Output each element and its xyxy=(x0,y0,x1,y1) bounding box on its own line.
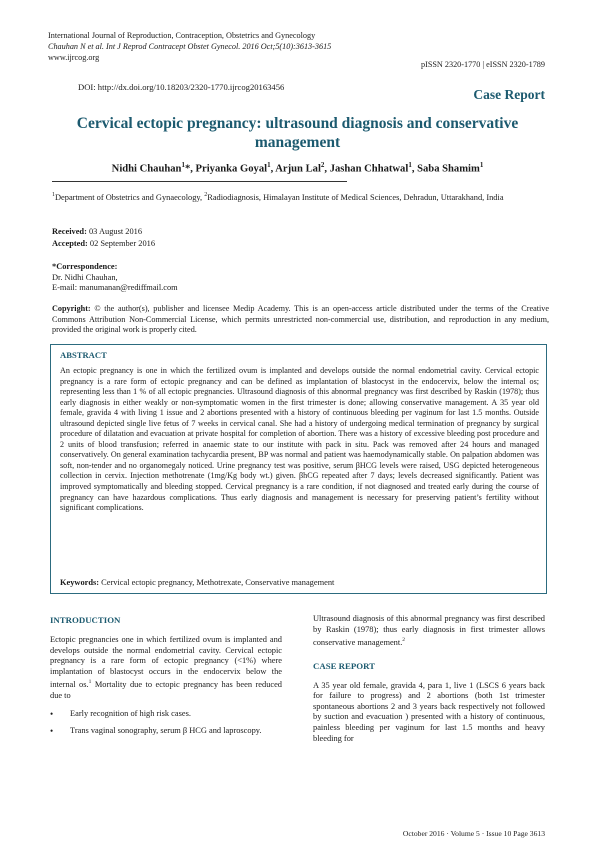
accepted-date: 02 September 2016 xyxy=(87,238,156,248)
doi-link[interactable]: DOI: http://dx.doi.org/10.18203/2320-1770.ijrcog20163456 xyxy=(78,82,285,92)
author-separator: , xyxy=(324,163,330,175)
author-list xyxy=(40,161,555,175)
citation-ref: 1 xyxy=(88,679,92,686)
correspondence-label: *Correspondence: xyxy=(52,262,118,271)
affil-dept-1: Department of Obstetrics and Gynaecology, xyxy=(55,192,205,202)
author-separator: , xyxy=(270,163,276,175)
author-affil-sup: 1 xyxy=(181,161,185,169)
intro-sentence: Ectopic pregnancies one in which fertilized ovum is implanted and develops outside the normal endometrial cavity. Cervical ectopic pregnancy is a rare form of ectopic pregnancy (<1%) where implantation of blastocyst occurs in the endocervix below the internal os. xyxy=(50,635,282,690)
author-name: Saba Shamim xyxy=(417,163,480,175)
right-column xyxy=(313,614,545,744)
author-name: Nidhi Chauhan xyxy=(111,163,182,175)
intro-sentence: Ultrasound diagnosis of this abnormal pregnancy was first described by Raskin (1978); thus early diagnosis in first trimester allows conservative management. xyxy=(313,614,545,647)
keywords-label: Keywords: xyxy=(60,578,100,587)
journal-name: International Journal of Reproduction, Contraception, Obstetrics and Gynecology xyxy=(48,31,316,40)
received-label: Received: xyxy=(52,227,87,236)
author-separator: , xyxy=(411,163,418,175)
divider xyxy=(52,181,347,182)
citation-ref: 2 xyxy=(402,637,406,644)
journal-website[interactable]: www.ijrcog.org xyxy=(48,53,100,62)
correspondence xyxy=(52,262,178,294)
introduction-continuation xyxy=(313,614,545,649)
author-affil-sup: 1 xyxy=(267,161,271,169)
abstract-text: An ectopic pregnancy is one in which the fertilized ovum is implanted and develops outside the normal endometrial cavity. Cervical ectopic pregnancy is a rare form of ectopic pregnancy and can be defined as implantation of blastocyst in the endocervix, below the internal os; representing less than 1 % of all ectopic pregnancies. Ultrasound diagnosis of this abnormal pregnancy was first described by Raskin (1978); thus early diagnosis in either weakly or non-symptomatic women in the first trimester is done; allowing conservative management. A 35 year old female, gravida 4 with living 1 issue and 2 abortions presented with a history of continuous bleeding per vaginum for last 1.5 months. Outside ultrasound depicted single live fetus of 7 weeks in cervical canal. She had a history of undergoing medical termination of pregnancy by surgical procedure of dilatation and evacuation at private hospital for completion of abortion. There was a history of excessive bleeding post procedure and 2 units of blood transfusion; referred in anaemic state to our institute with pack in situ. Pack was removed after 24 hours and managed conservatively. On general examination tachycardia present, BP was normal and patient was haemodynamically stable. On palpation abdomen was soft, non-tender and no organomegaly noticed. Urine pregnancy test was positive, serum βHCG levels were raised, USG depicted heterogeneous collection in cervix. Injection methotrenate (1mg/Kg body wt.) given. βhCG repeated after 7 days; levels decreased significantly. Patient was improved symptomatically and bleeding stopped. Cervical pregnancy is a rare condition, if not diagnosed and treated early during the course of pregnancy can have hazardous complications. Thus early diagnosis and management is necessary for preserving patient’s fertility without significant complications. xyxy=(60,366,539,513)
copyright-label: Copyright: xyxy=(52,304,91,313)
citation: Chauhan N et al. Int J Reprod Contracept Obstet Gynecol. 2016 Oct;5(10):3613-3615 xyxy=(48,42,332,51)
author-separator: *, xyxy=(184,163,196,175)
list-item: • Trans vaginal sonography, serum β HCG and laproscopy. xyxy=(50,726,282,737)
introduction-bullets xyxy=(50,709,282,736)
correspondence-email[interactable]: E-mail: manumanan@rediffmail.com xyxy=(52,283,178,292)
keywords xyxy=(60,578,334,587)
author-name: Arjun Lal xyxy=(275,163,321,175)
copyright-text: © the author(s), publisher and licensee Medip Academy. This is an open-access article distributed under the terms of the Creative Commons Attribution Non-Commercial License, which permits unrestricted non-commercial use, distribution, and reproduction in any medium, provided the original work is properly cited. xyxy=(52,304,549,335)
list-item: • Early recognition of high risk cases. xyxy=(50,709,282,720)
keywords-text: Cervical ectopic pregnancy, Methotrexate, Conservative management xyxy=(99,578,335,587)
article-dates xyxy=(52,226,155,249)
author-name: Priyanka Goyal xyxy=(195,163,268,175)
introduction-heading: INTRODUCTION xyxy=(50,615,121,625)
author-affil-sup: 1 xyxy=(408,161,412,169)
author-affil-sup: 2 xyxy=(320,161,325,169)
page-footer: October 2016 · Volume 5 · Issue 10 Page 3613 xyxy=(402,829,545,838)
affil-sup: 2 xyxy=(204,192,208,198)
correspondence-name: Dr. Nidhi Chauhan, xyxy=(52,272,118,282)
introduction-text xyxy=(50,635,282,701)
issn: pISSN 2320-1770 | eISSN 2320-1789 xyxy=(421,60,545,69)
abstract-heading: ABSTRACT xyxy=(60,350,107,360)
author-affil-sup: 1 xyxy=(479,161,484,169)
affil-dept-2: Radiodiagnosis, Himalayan Institute of Medical Sciences, Dehradun, Uttarakhand, India xyxy=(207,192,504,202)
affil-sup: 1 xyxy=(52,192,55,198)
case-report-text: A 35 year old female, gravida 4, para 1, live 1 (LSCS 6 years back for failure to progress) and 2 abortions (both 1st trimester spontaneous abortions 2 and 3 years back respectively not followed by suction and evacuation ) presented with a history of continuous, painless bleeding per vaginum for last 1.5 months and heavy bleeding for xyxy=(313,680,545,743)
copyright-notice xyxy=(52,304,549,336)
accepted-label: Accepted: xyxy=(52,238,88,248)
received-date: 03 August 2016 xyxy=(86,227,143,236)
left-column xyxy=(50,615,282,743)
intro-sentence: Mortality due to ectopic pregnancy has been reduced due to xyxy=(50,680,282,700)
author-name: Jashan Chhatwal xyxy=(329,163,409,175)
case-report-heading: CASE REPORT xyxy=(313,660,376,671)
article-type: Case Report xyxy=(473,87,545,102)
article-title: Cervical ectopic pregnancy: ultrasound diagnosis and conservative management xyxy=(76,115,519,151)
affiliations xyxy=(52,189,549,204)
